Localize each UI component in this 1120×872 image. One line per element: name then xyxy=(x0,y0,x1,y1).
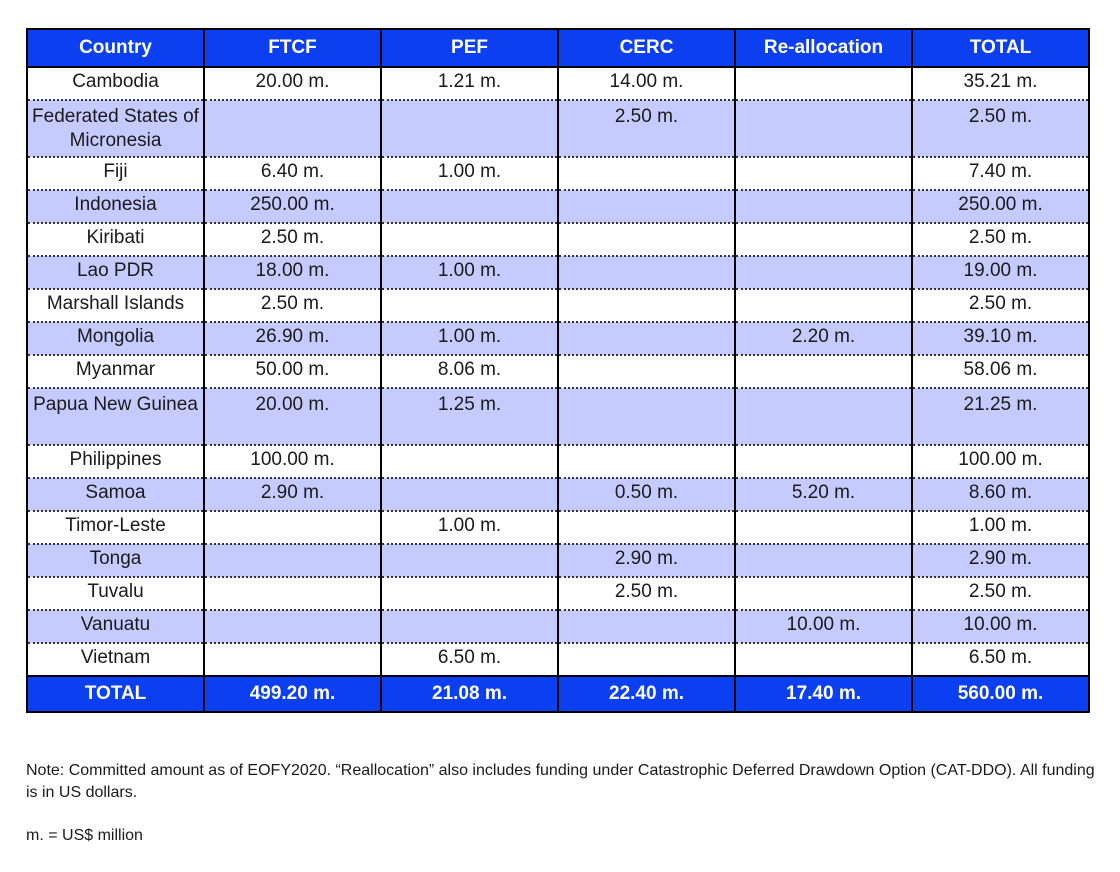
cell-ftcf xyxy=(204,544,381,577)
cell-pef xyxy=(381,577,558,610)
total-reallocation: 17.40 m. xyxy=(735,676,912,712)
cell-ftcf: 18.00 m. xyxy=(204,256,381,289)
table-row xyxy=(27,544,1089,577)
cell-country: Samoa xyxy=(27,478,204,511)
cell-reallocation xyxy=(735,223,912,256)
header-ftcf: FTCF xyxy=(204,29,381,67)
cell-ftcf xyxy=(204,511,381,544)
cell-ftcf: 26.90 m. xyxy=(204,322,381,355)
cell-cerc xyxy=(558,190,735,223)
cell-country: Philippines xyxy=(27,445,204,478)
cell-reallocation xyxy=(735,289,912,322)
table-row xyxy=(27,256,1089,289)
cell-cerc: 2.90 m. xyxy=(558,544,735,577)
cell-total: 19.00 m. xyxy=(912,256,1089,289)
cell-total: 250.00 m. xyxy=(912,190,1089,223)
table-row xyxy=(27,388,1089,445)
table-body xyxy=(27,67,1089,676)
total-row xyxy=(27,676,1089,712)
cell-total: 35.21 m. xyxy=(912,67,1089,100)
cell-country: Tonga xyxy=(27,544,204,577)
cell-pef xyxy=(381,100,558,157)
cell-total: 2.90 m. xyxy=(912,544,1089,577)
total-cerc: 22.40 m. xyxy=(558,676,735,712)
cell-reallocation xyxy=(735,100,912,157)
cell-cerc: 0.50 m. xyxy=(558,478,735,511)
cell-reallocation xyxy=(735,388,912,445)
cell-cerc xyxy=(558,256,735,289)
table-row xyxy=(27,355,1089,388)
cell-ftcf: 100.00 m. xyxy=(204,445,381,478)
cell-country: Vanuatu xyxy=(27,610,204,643)
cell-country: Mongolia xyxy=(27,322,204,355)
cell-pef xyxy=(381,445,558,478)
cell-cerc xyxy=(558,223,735,256)
table-row xyxy=(27,157,1089,190)
table-row xyxy=(27,289,1089,322)
cell-pef: 1.25 m. xyxy=(381,388,558,445)
cell-country: Papua New Guinea xyxy=(27,388,204,445)
total-label: TOTAL xyxy=(27,676,204,712)
cell-country: Lao PDR xyxy=(27,256,204,289)
cell-total: 2.50 m. xyxy=(912,577,1089,610)
funding-table xyxy=(26,28,1090,713)
cell-total: 1.00 m. xyxy=(912,511,1089,544)
cell-cerc xyxy=(558,289,735,322)
cell-cerc xyxy=(558,355,735,388)
table-header-row xyxy=(27,29,1089,67)
cell-pef xyxy=(381,289,558,322)
cell-ftcf: 20.00 m. xyxy=(204,388,381,445)
cell-pef xyxy=(381,223,558,256)
table-row xyxy=(27,100,1089,157)
cell-pef: 1.21 m. xyxy=(381,67,558,100)
cell-total: 10.00 m. xyxy=(912,610,1089,643)
cell-reallocation xyxy=(735,355,912,388)
cell-cerc xyxy=(558,445,735,478)
cell-pef: 1.00 m. xyxy=(381,511,558,544)
table-row xyxy=(27,190,1089,223)
cell-total: 2.50 m. xyxy=(912,289,1089,322)
cell-reallocation xyxy=(735,67,912,100)
cell-country: Federated States of Micronesia xyxy=(27,100,204,157)
table-row xyxy=(27,478,1089,511)
cell-country: Kiribati xyxy=(27,223,204,256)
cell-pef xyxy=(381,478,558,511)
cell-reallocation: 2.20 m. xyxy=(735,322,912,355)
cell-reallocation xyxy=(735,256,912,289)
cell-reallocation xyxy=(735,643,912,676)
total-total: 560.00 m. xyxy=(912,676,1089,712)
table-row xyxy=(27,577,1089,610)
cell-ftcf: 2.50 m. xyxy=(204,289,381,322)
cell-pef xyxy=(381,190,558,223)
cell-ftcf: 2.90 m. xyxy=(204,478,381,511)
unit-note: m. = US$ million xyxy=(26,827,143,844)
table-row xyxy=(27,67,1089,100)
cell-ftcf: 2.50 m. xyxy=(204,223,381,256)
cell-ftcf: 20.00 m. xyxy=(204,67,381,100)
cell-total: 21.25 m. xyxy=(912,388,1089,445)
cell-total: 100.00 m. xyxy=(912,445,1089,478)
cell-country: Fiji xyxy=(27,157,204,190)
cell-ftcf xyxy=(204,100,381,157)
cell-country: Myanmar xyxy=(27,355,204,388)
cell-reallocation xyxy=(735,511,912,544)
header-country: Country xyxy=(27,29,204,67)
total-pef: 21.08 m. xyxy=(381,676,558,712)
cell-pef: 1.00 m. xyxy=(381,322,558,355)
table-row xyxy=(27,445,1089,478)
footnote: Note: Committed amount as of EOFY2020. “Reallocation” also includes funding under Catastrophic Deferred Drawdown Option (CAT-DDO). All funding is in US dollars. xyxy=(26,762,1095,801)
cell-total: 2.50 m. xyxy=(912,223,1089,256)
cell-reallocation xyxy=(735,445,912,478)
header-pef: PEF xyxy=(381,29,558,67)
total-ftcf: 499.20 m. xyxy=(204,676,381,712)
header-reallocation: Re-allocation xyxy=(735,29,912,67)
cell-ftcf: 50.00 m. xyxy=(204,355,381,388)
cell-country: Marshall Islands xyxy=(27,289,204,322)
cell-cerc: 2.50 m. xyxy=(558,100,735,157)
table-row xyxy=(27,610,1089,643)
cell-cerc: 2.50 m. xyxy=(558,577,735,610)
cell-pef: 1.00 m. xyxy=(381,256,558,289)
cell-total: 2.50 m. xyxy=(912,100,1089,157)
cell-ftcf xyxy=(204,577,381,610)
cell-reallocation xyxy=(735,190,912,223)
cell-total: 7.40 m. xyxy=(912,157,1089,190)
cell-total: 39.10 m. xyxy=(912,322,1089,355)
cell-reallocation: 5.20 m. xyxy=(735,478,912,511)
cell-reallocation xyxy=(735,577,912,610)
cell-reallocation xyxy=(735,157,912,190)
table-row xyxy=(27,511,1089,544)
cell-pef: 1.00 m. xyxy=(381,157,558,190)
table-row xyxy=(27,322,1089,355)
cell-country: Cambodia xyxy=(27,67,204,100)
cell-cerc xyxy=(558,610,735,643)
cell-pef: 6.50 m. xyxy=(381,643,558,676)
cell-pef xyxy=(381,610,558,643)
cell-total: 8.60 m. xyxy=(912,478,1089,511)
cell-country: Timor-Leste xyxy=(27,511,204,544)
cell-country: Tuvalu xyxy=(27,577,204,610)
cell-cerc xyxy=(558,157,735,190)
cell-cerc: 14.00 m. xyxy=(558,67,735,100)
cell-reallocation xyxy=(735,544,912,577)
cell-total: 58.06 m. xyxy=(912,355,1089,388)
cell-pef: 8.06 m. xyxy=(381,355,558,388)
cell-cerc xyxy=(558,511,735,544)
cell-pef xyxy=(381,544,558,577)
cell-ftcf: 6.40 m. xyxy=(204,157,381,190)
cell-reallocation: 10.00 m. xyxy=(735,610,912,643)
cell-total: 6.50 m. xyxy=(912,643,1089,676)
cell-cerc xyxy=(558,322,735,355)
cell-ftcf xyxy=(204,643,381,676)
cell-country: Vietnam xyxy=(27,643,204,676)
cell-ftcf: 250.00 m. xyxy=(204,190,381,223)
header-cerc: CERC xyxy=(558,29,735,67)
table-row xyxy=(27,643,1089,676)
cell-ftcf xyxy=(204,610,381,643)
cell-cerc xyxy=(558,643,735,676)
cell-cerc xyxy=(558,388,735,445)
header-total: TOTAL xyxy=(912,29,1089,67)
cell-country: Indonesia xyxy=(27,190,204,223)
table-row xyxy=(27,223,1089,256)
